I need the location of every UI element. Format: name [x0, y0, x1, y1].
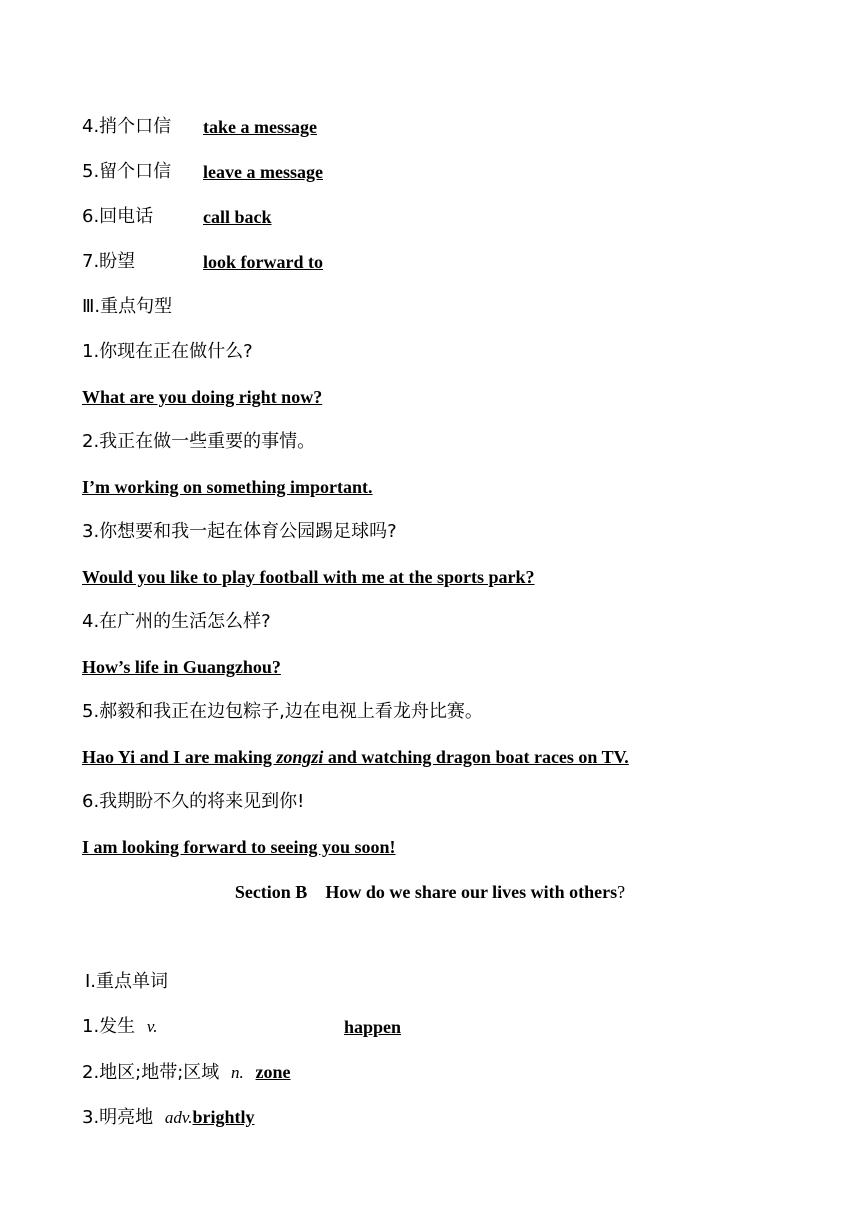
vocab-3-zh: 3.明亮地: [82, 1107, 154, 1128]
section-b-heading: [0, 880, 860, 904]
section-b-qmark: ?: [617, 882, 626, 902]
vocab-heading: Ⅰ.重点单词: [85, 971, 169, 992]
vocab-3-pos: adv.: [164, 1108, 193, 1127]
sentence-3-zh: 3.你想要和我一起在体育公园踢足球吗?: [82, 521, 397, 542]
sentence-6-zh: 6.我期盼不久的将来见到你!: [82, 791, 305, 812]
sentence-2-zh: 2.我正在做一些重要的事情。: [82, 431, 316, 452]
section-b-title: How do we share our lives with others: [325, 882, 618, 902]
phrase-4-answer: take a message: [203, 117, 317, 137]
phrase-7-answer: look forward to: [203, 252, 323, 272]
sentence-1-zh: 1.你现在正在做什么?: [82, 341, 253, 362]
phrase-6-answer: call back: [203, 207, 272, 227]
vocab-2-pos: n.: [231, 1063, 244, 1082]
sentence-5-zh: 5.郝毅和我正在边包粽子,边在电视上看龙舟比赛。: [82, 701, 483, 722]
phrase-4-zh: 4.捎个口信: [82, 116, 172, 137]
vocab-1-zh: 1.发生: [82, 1016, 136, 1037]
vocab-1: [82, 1015, 157, 1039]
vocab-1-answer: happen: [344, 1017, 402, 1037]
phrase-5-answer: leave a message: [203, 162, 323, 182]
vocab-2-zh: 2.地区;地带;区域: [82, 1062, 220, 1083]
vocab-1-pos: v.: [146, 1017, 158, 1036]
sentence-1-answer: What are you doing right now?: [82, 387, 323, 407]
sentence-5-answer-part2: and watching dragon boat races on TV.: [323, 747, 629, 767]
vocab-3-answer: brightly: [192, 1107, 255, 1127]
vocab-2: [82, 1060, 291, 1085]
phrase-5-zh: 5.留个口信: [82, 161, 172, 182]
sentence-4-zh: 4.在广州的生活怎么样?: [82, 611, 271, 632]
sentence-5-answer-italic: zongzi: [276, 747, 324, 767]
phrase-7-zh: 7.盼望: [82, 251, 136, 272]
sentence-6-answer: I am looking forward to seeing you soon!: [82, 837, 396, 857]
sentence-5-answer: [82, 745, 629, 769]
sentence-4-answer: How’s life in Guangzhou?: [82, 657, 281, 677]
sentence-5-answer-part1: Hao Yi and I are making: [82, 747, 277, 767]
sentence-heading: Ⅲ.重点句型: [82, 296, 173, 317]
sentence-2-answer: I’m working on something important.: [82, 477, 373, 497]
section-b-label: Section B: [234, 882, 308, 902]
phrase-6-zh: 6.回电话: [82, 206, 154, 227]
vocab-2-answer: zone: [255, 1062, 291, 1082]
vocab-3: [82, 1105, 254, 1130]
sentence-3-answer: Would you like to play football with me at the sports park?: [82, 567, 535, 587]
